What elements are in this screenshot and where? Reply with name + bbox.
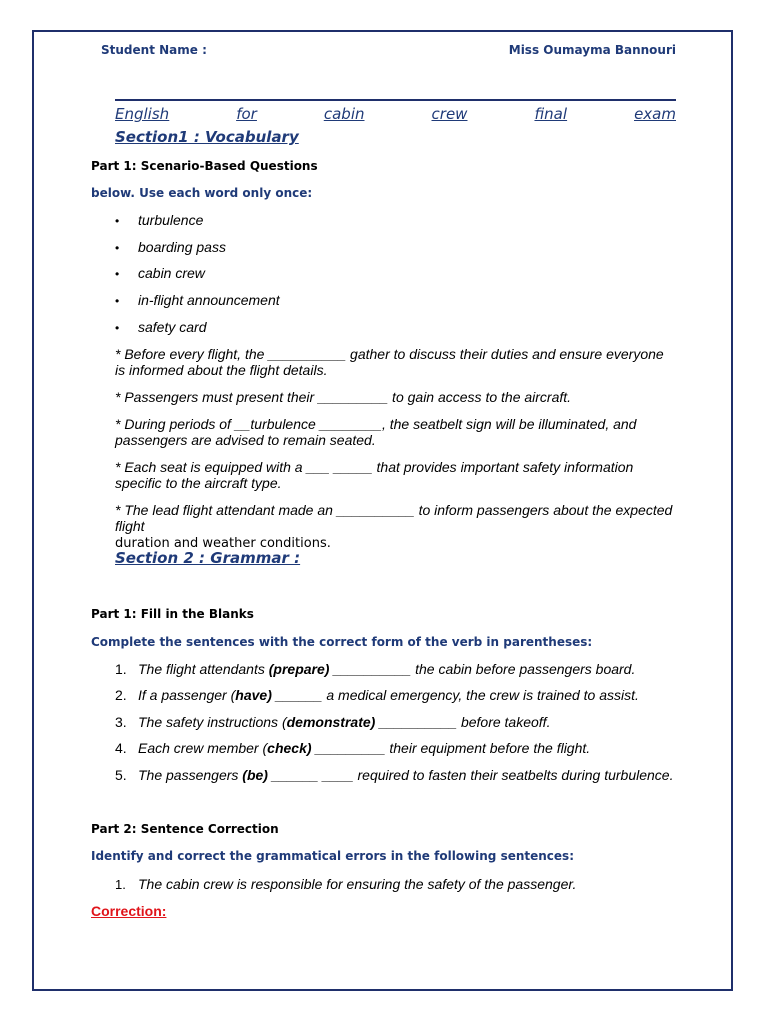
section2-part2-label: Part 2: Sentence Correction [91, 822, 279, 836]
vocab-sentence [115, 502, 675, 552]
teacher-name: Miss Oumayma Bannouri [508, 43, 676, 57]
item-post: ______ a medical emergency, the crew is trained to assist. [271, 687, 639, 703]
item-post: __________ the cabin before passengers board. [329, 661, 636, 677]
bullet-icon: • [115, 214, 120, 228]
word-text: safety card [138, 319, 207, 335]
bullet-icon: • [115, 294, 120, 308]
title-word: crew [431, 105, 468, 123]
word-list-item [115, 265, 205, 281]
grammar-item [115, 661, 636, 677]
item-verb: demonstrate) [286, 714, 376, 730]
item-text [138, 687, 639, 703]
item-text [138, 661, 635, 677]
correction-item [115, 876, 577, 892]
title-word: for [236, 105, 257, 123]
title-rule [115, 99, 676, 101]
vocab-sentence: * Before every flight, the __________ gather to discuss their duties and ensure everyone is informed about the flight details. [115, 346, 664, 378]
item-pre: Each crew member ( [138, 740, 268, 756]
vocab-sentence: * Passengers must present their _________ to gain access to the aircraft. [115, 389, 572, 405]
title-word: exam [634, 105, 676, 123]
item-number: 5. [115, 767, 127, 783]
section1-instruction: below. Use each word only once: [91, 186, 313, 200]
word-list-item [115, 319, 207, 335]
item-pre: If a passenger ( [138, 687, 236, 703]
word-text: cabin crew [138, 265, 205, 281]
word-list-item [115, 292, 280, 308]
item-text [138, 767, 673, 783]
title-word: cabin [323, 105, 365, 123]
item-post: ______ ____ required to fasten their seatbelts during turbulence. [267, 767, 674, 783]
item-text [138, 740, 590, 756]
section1-heading: Section1 : Vocabulary [115, 128, 299, 146]
item-number: 3. [115, 714, 127, 730]
item-pre: The safety instructions ( [138, 714, 287, 730]
title-word: final [534, 105, 568, 123]
grammar-item [115, 714, 551, 730]
item-verb: check) [267, 740, 312, 756]
vocab-sentence: * During periods of __turbulence ________, the seatbelt sign will be illuminated, and passengers are advised to remain seated. [115, 416, 637, 448]
grammar-item [115, 767, 674, 783]
item-pre: The flight attendants [138, 661, 269, 677]
word-text: boarding pass [138, 239, 226, 255]
word-list-item [115, 239, 226, 255]
item-number: 1. [115, 661, 127, 677]
item-text: The cabin crew is responsible for ensuring the safety of the passenger. [138, 876, 577, 892]
item-pre: The passengers [138, 767, 243, 783]
section2-part1-instruction: Complete the sentences with the correct form of the verb in parentheses: [91, 635, 593, 649]
item-post: __________ before takeoff. [375, 714, 551, 730]
vocab-sentence-continuation: duration and weather conditions. [115, 536, 331, 551]
bullet-icon: • [115, 267, 120, 281]
item-verb: (be) [242, 767, 268, 783]
word-text: in-flight announcement [138, 292, 280, 308]
item-post: _________ their equipment before the flight. [311, 740, 591, 756]
grammar-item [115, 687, 639, 703]
title-word: English [115, 105, 170, 123]
grammar-item [115, 740, 591, 756]
exam-title [115, 105, 676, 123]
section1-part-label: Part 1: Scenario-Based Questions [91, 159, 318, 173]
item-number: 1. [115, 877, 126, 892]
section2-part2-instruction: Identify and correct the grammatical errors in the following sentences: [91, 849, 574, 863]
vocab-sentence: * Each seat is equipped with a ___ _____ that provides important safety information specific to the aircraft type. [115, 459, 634, 491]
word-text: turbulence [138, 212, 204, 228]
item-text [138, 714, 550, 730]
vocab-sentence-text: * The lead flight attendant made an __________ to inform passengers about the expected flight [115, 502, 673, 534]
section2-heading: Section 2 : Grammar : [115, 549, 301, 567]
bullet-icon: • [115, 321, 120, 335]
item-verb: (prepare) [268, 661, 330, 677]
item-verb: have) [235, 687, 272, 703]
word-list-item [115, 212, 204, 228]
student-name-label: Student Name : [101, 43, 207, 57]
item-number: 4. [115, 740, 127, 756]
bullet-icon: • [115, 241, 120, 255]
item-number: 2. [115, 687, 127, 703]
section2-part1-label: Part 1: Fill in the Blanks [91, 607, 254, 621]
correction-label: Correction: [91, 903, 167, 919]
